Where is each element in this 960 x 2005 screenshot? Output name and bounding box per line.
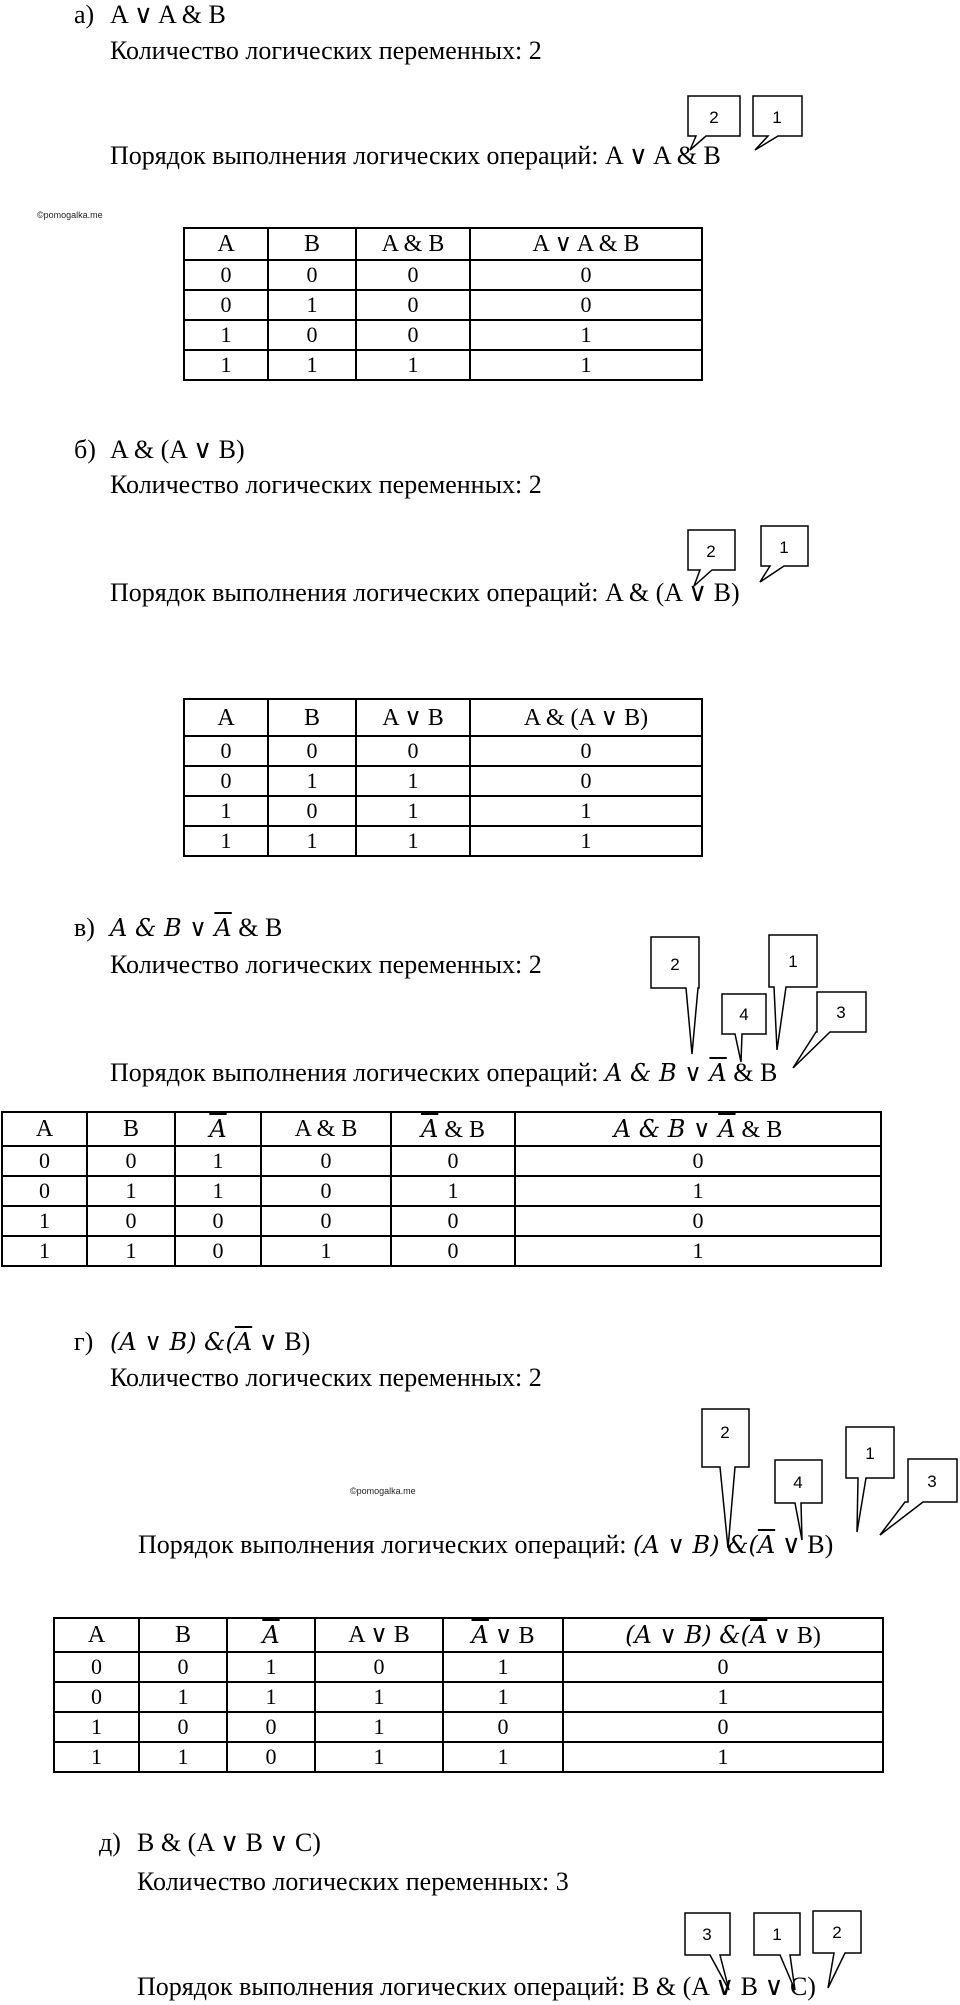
callout-bubble — [793, 992, 866, 1068]
callout-number: 2 — [832, 1923, 842, 1942]
order-expression: (A ∨ B) $\&(\overline{A}$ ∨ B) — [633, 1530, 834, 1559]
table-cell: 0 — [261, 1146, 391, 1176]
callout-number: 3 — [927, 1472, 937, 1491]
callout-number: 2 — [720, 1423, 730, 1442]
table-cell: 0 — [356, 260, 470, 290]
table-cell: 0 — [139, 1712, 227, 1742]
variable-count: Количество логических переменных: 2 — [110, 470, 542, 499]
variable-count: Количество логических переменных: 2 — [110, 36, 542, 65]
task-letter: в) — [74, 913, 95, 942]
header-cell: (A ∨ B) $\&(\overline{A}$ ∨ B) — [563, 1618, 883, 1652]
task-expression: A & B ∨ $\overline{A}$ & B — [110, 913, 283, 942]
table-cell: 1 — [515, 1176, 881, 1206]
callout-bubble — [775, 1460, 822, 1540]
table-cell: 1 — [268, 826, 356, 856]
header-cell: $\overline{A}$ — [227, 1618, 315, 1652]
table-cell: 0 — [470, 290, 702, 320]
watermark: ©pomogalka.me — [350, 1486, 416, 1496]
task-expression: A & (A ∨ B) — [110, 435, 245, 464]
header-cell: A & B ∨ $\overline{A}$ & B — [515, 1112, 881, 1146]
operation-order: Порядок выполнения логических операций: B & (A ∨ B ∨ C) — [137, 1972, 816, 2001]
table-cell: 0 — [391, 1206, 515, 1236]
table-cell: 0 — [563, 1652, 883, 1682]
table-cell: 1 — [443, 1652, 563, 1682]
table-cell: 0 — [268, 320, 356, 350]
table-cell: 1 — [139, 1682, 227, 1712]
table-cell: 0 — [184, 290, 268, 320]
table-cell: 1 — [268, 350, 356, 380]
table-cell: 0 — [184, 766, 268, 796]
callout-number: 2 — [709, 108, 719, 127]
table-cell: 1 — [268, 290, 356, 320]
table-cell: 1 — [87, 1236, 175, 1266]
table-cell: 1 — [356, 796, 470, 826]
order-expression: A & (A ∨ B) — [605, 578, 740, 607]
callout-number: 1 — [772, 1925, 782, 1944]
table-cell: 1 — [356, 350, 470, 380]
header-cell: $\overline{A}$ & B — [391, 1112, 515, 1146]
table-cell: 0 — [87, 1206, 175, 1236]
callout-number: 2 — [706, 542, 716, 561]
header-cell: A ∨ A & B — [470, 228, 702, 260]
table-cell: 0 — [139, 1652, 227, 1682]
table-cell: 0 — [268, 736, 356, 766]
header-cell: A & (A ∨ B) — [470, 699, 702, 736]
variable-count: Количество логических переменных: 2 — [110, 950, 542, 979]
callout-number: 4 — [793, 1473, 803, 1492]
table-cell: 1 — [356, 826, 470, 856]
task-letter: д) — [99, 1828, 121, 1857]
table-cell: 1 — [175, 1176, 261, 1206]
table-cell: 0 — [268, 260, 356, 290]
table-cell: 0 — [227, 1742, 315, 1772]
table-cell: 1 — [227, 1682, 315, 1712]
table-cell: 1 — [563, 1682, 883, 1712]
header-cell: A — [54, 1618, 139, 1652]
header-cell: A & B — [356, 228, 470, 260]
table-cell: 0 — [87, 1146, 175, 1176]
table-cell: 0 — [515, 1206, 881, 1236]
header-cell: B — [268, 228, 356, 260]
table-cell: 0 — [54, 1682, 139, 1712]
table-cell: 0 — [515, 1146, 881, 1176]
order-expression: A ∨ A & B — [605, 141, 721, 170]
operation-order: Порядок выполнения логических операций: A ∨ A & B — [110, 141, 721, 170]
table-cell: 1 — [470, 826, 702, 856]
callout-number: 3 — [836, 1003, 846, 1022]
callout-number: 4 — [739, 1005, 749, 1024]
table-cell: 1 — [515, 1236, 881, 1266]
table-cell: 1 — [54, 1742, 139, 1772]
watermark: ©pomogalka.me — [37, 210, 103, 220]
table-cell: 1 — [87, 1176, 175, 1206]
header-cell: B — [87, 1112, 175, 1146]
order-expression: A & B ∨ $\overline{A}$ & B — [605, 1058, 778, 1087]
callout-number: 1 — [772, 108, 782, 127]
table-cell: 1 — [470, 350, 702, 380]
table-cell: 0 — [175, 1206, 261, 1236]
header-cell: A & B — [261, 1112, 391, 1146]
table-cell: 0 — [391, 1146, 515, 1176]
table-cell: 0 — [227, 1712, 315, 1742]
table-cell: 1 — [54, 1712, 139, 1742]
table-cell: 1 — [175, 1146, 261, 1176]
table-cell: 1 — [391, 1176, 515, 1206]
callout-number: 1 — [779, 538, 789, 557]
table-cell: 0 — [356, 290, 470, 320]
table-cell: 0 — [54, 1652, 139, 1682]
table-cell: 0 — [315, 1652, 443, 1682]
table-cell: 1 — [315, 1682, 443, 1712]
variable-count: Количество логических переменных: 3 — [137, 1867, 569, 1896]
table-cell: 1 — [470, 796, 702, 826]
callout-number: 2 — [670, 955, 680, 974]
table-cell: 0 — [470, 260, 702, 290]
operation-order: Порядок выполнения логических операций: A & (A ∨ B) — [110, 578, 740, 607]
table-cell: 1 — [184, 826, 268, 856]
operation-order: Порядок выполнения логических операций: A & B ∨ $\overline{A}$ & B — [110, 1058, 778, 1087]
table-cell: 1 — [315, 1712, 443, 1742]
table-cell: 1 — [315, 1742, 443, 1772]
table-cell: 0 — [391, 1236, 515, 1266]
callout-number: 1 — [788, 952, 798, 971]
table-cell: 0 — [563, 1712, 883, 1742]
table-cell: 0 — [2, 1176, 87, 1206]
header-cell: A ∨ B — [315, 1618, 443, 1652]
header-cell: $\overline{A}$ ∨ B — [443, 1618, 563, 1652]
task-expression: A ∨ A & B — [110, 0, 226, 29]
task-letter: г) — [74, 1327, 94, 1356]
table-cell: 0 — [261, 1176, 391, 1206]
table-cell: 0 — [356, 320, 470, 350]
table-cell: 0 — [268, 796, 356, 826]
task-letter: а) — [74, 0, 95, 29]
table-cell: 0 — [443, 1712, 563, 1742]
header-cell: A — [2, 1112, 87, 1146]
order-expression: B & (A ∨ B ∨ C) — [632, 1972, 816, 2001]
header-cell: B — [268, 699, 356, 736]
table-cell: 1 — [184, 796, 268, 826]
table-cell: 1 — [2, 1236, 87, 1266]
table-cell: 1 — [563, 1742, 883, 1772]
table-cell: 0 — [470, 736, 702, 766]
table-cell: 1 — [139, 1742, 227, 1772]
task-letter: б) — [74, 435, 96, 464]
header-cell: A — [184, 228, 268, 260]
table-cell: 1 — [443, 1742, 563, 1772]
table-cell: 0 — [184, 260, 268, 290]
table-cell: 0 — [261, 1206, 391, 1236]
callout-number: 1 — [865, 1444, 875, 1463]
variable-count: Количество логических переменных: 2 — [110, 1363, 542, 1392]
table-cell: 0 — [175, 1236, 261, 1266]
table-cell: 1 — [2, 1206, 87, 1236]
table-cell: 1 — [268, 766, 356, 796]
table-cell: 1 — [184, 320, 268, 350]
header-cell: A ∨ B — [356, 699, 470, 736]
table-cell: 1 — [184, 350, 268, 380]
table-cell: 1 — [470, 320, 702, 350]
table-cell: 0 — [2, 1146, 87, 1176]
table-cell: 0 — [184, 736, 268, 766]
callout-number: 3 — [702, 1925, 712, 1944]
table-cell: 1 — [261, 1236, 391, 1266]
table-cell: 1 — [356, 766, 470, 796]
header-cell: B — [139, 1618, 227, 1652]
table-cell: 1 — [227, 1652, 315, 1682]
task-expression: B & (A ∨ B ∨ C) — [137, 1828, 321, 1857]
table-cell: 1 — [443, 1682, 563, 1712]
table-cell: 0 — [356, 736, 470, 766]
callout-bubble — [846, 1427, 894, 1532]
task-expression: (A ∨ B) $\&(\overline{A}$ ∨ B) — [110, 1327, 311, 1356]
operation-order: Порядок выполнения логических операций: (A ∨ B) $\&(\overline{A}$ ∨ B) — [138, 1530, 834, 1559]
table-cell: 0 — [470, 766, 702, 796]
header-cell: A — [184, 699, 268, 736]
header-cell: $\overline{A}$ — [175, 1112, 261, 1146]
